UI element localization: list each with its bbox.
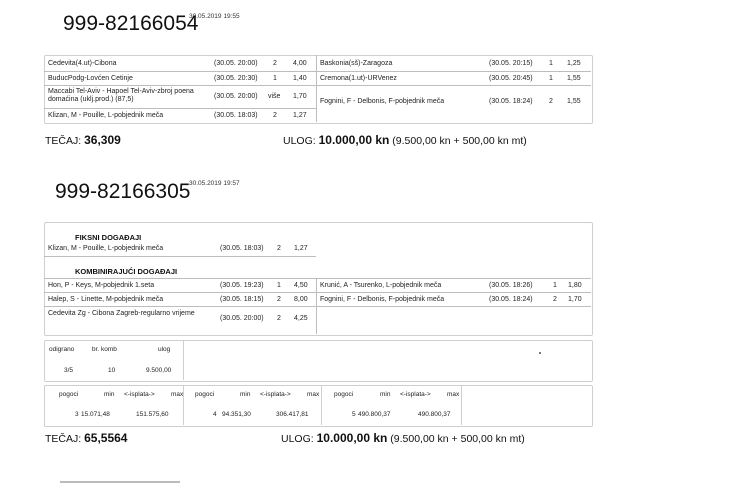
event-odd: 1,27 — [294, 245, 308, 252]
event-odd: 1,55 — [567, 98, 581, 105]
payout-min: 94.351,30 — [222, 411, 251, 418]
event-tip: više — [268, 93, 281, 100]
event-time: (30.05. 20:45) — [489, 75, 533, 82]
payout-hits: 4 — [213, 411, 217, 418]
event-name: Klizan, M - Pouille, L-pobjednik meča — [48, 245, 164, 252]
payout-header-range: <-isplata-> — [124, 391, 155, 398]
event-name: Baskonia(sš)-Zaragoza — [320, 60, 393, 67]
total-odds — [45, 431, 127, 445]
total-odds-label: TEČAJ: — [45, 433, 82, 445]
event-time: (30.05. 20:00) — [214, 60, 258, 67]
event-time: (30.05. 20:30) — [214, 75, 258, 82]
system-value-combos: 10 — [108, 367, 116, 374]
event-odd: 4,00 — [293, 60, 307, 67]
system-value-hits: 3/5 — [64, 367, 74, 374]
event-name: Cedevita(4.ut)-Cibona — [48, 60, 117, 67]
payout-header-hits: pogoci — [59, 391, 79, 398]
payout-header-range: <-isplata-> — [400, 391, 431, 398]
event-tip: 2 — [277, 296, 281, 303]
event-name: Halep, S - Linette, M-pobjednik meča — [48, 296, 164, 303]
event-name: Cedevita Zg - Cibona Zagreb-regularno vrijeme — [48, 310, 195, 317]
event-tip: 2 — [549, 98, 553, 105]
payout-header-hits: pogoci — [334, 391, 354, 398]
event-tip: 2 — [277, 245, 281, 252]
event-name: Cremona(1.ut)-URVenez — [320, 75, 397, 82]
payout-header-max: max — [307, 391, 320, 398]
total-odds — [45, 133, 121, 147]
stake-detail: (9.500,00 kn + 500,00 kn mt) — [390, 433, 525, 445]
system-header-combos: br. komb — [92, 346, 117, 353]
event-time: (30.05. 18:03) — [220, 245, 264, 252]
payout-header-min: min — [380, 391, 391, 398]
system-value-stake: 9.500,00 — [146, 367, 172, 374]
event-odd: 8,00 — [294, 296, 308, 303]
stake-value: 10.000,00 kn — [318, 133, 390, 147]
event-odd: 4,50 — [294, 282, 308, 289]
event-odd: 1,40 — [293, 75, 307, 82]
payout-hits: 3 — [75, 411, 79, 418]
stake-label: ULOG: — [283, 135, 316, 147]
payout-header-min: min — [240, 391, 251, 398]
event-odd: 1,70 — [568, 296, 582, 303]
total-odds-value: 36,309 — [84, 133, 121, 147]
event-name: BuducPodg-Lovćen Cetinje — [48, 75, 133, 82]
event-time: (30.05. 18:15) — [220, 296, 264, 303]
event-tip: 2 — [273, 112, 277, 119]
total-odds-label: TEČAJ: — [45, 135, 82, 147]
event-time: (30.05. 20:00) — [220, 315, 264, 322]
stake-detail: (9.500,00 kn + 500,00 kn mt) — [392, 135, 527, 147]
payout-max: 306.417,81 — [276, 411, 309, 418]
event-name: Maccabi Tel-Aviv - Hapoel Tel-Aviv-zbroj poena domaćina (uklj.prod.) (87,5) — [48, 88, 194, 103]
event-time: (30.05. 18:24) — [489, 296, 533, 303]
event-odd: 1,70 — [293, 93, 307, 100]
payout-min: 15.071,48 — [81, 411, 110, 418]
event-tip: 2 — [553, 296, 557, 303]
event-time: (30.05. 20:00) — [214, 93, 258, 100]
payout-hits: 5 — [352, 411, 356, 418]
next-ticket-cutoff — [60, 481, 180, 488]
event-time: (30.05. 19:23) — [220, 282, 264, 289]
event-tip: 1 — [277, 282, 281, 289]
event-odd: 1,80 — [568, 282, 582, 289]
event-name: Hon, P - Keys, M-pobjednik 1.seta — [48, 282, 155, 289]
ticket-number: 999-82166054 — [63, 12, 199, 35]
stake — [283, 133, 527, 147]
event-time: (30.05. 18:24) — [489, 98, 533, 105]
payout-header-hits: pogoci — [195, 391, 215, 398]
ticket-timestamp: 30.05.2019 19:55 — [189, 13, 240, 20]
stake-value: 10.000,00 kn — [316, 431, 388, 445]
event-time: (30.05. 20:15) — [489, 60, 533, 67]
event-odd: 1,55 — [567, 75, 581, 82]
ticket-number: 999-82166305 — [55, 180, 191, 203]
event-odd: 1,25 — [567, 60, 581, 67]
section-title-combo: KOMBINIRAJUĆI DOGAĐAJI — [75, 267, 178, 276]
section-title-fixed: FIKSNI DOGAĐAJI — [75, 233, 142, 242]
event-odd: 1,27 — [293, 112, 307, 119]
event-name: Krunić, A - Tsurenko, L-pobjednik meča — [320, 282, 442, 289]
system-header-hits: odigrano — [49, 346, 75, 353]
event-tip: 1 — [549, 75, 553, 82]
payout-header-max: max — [171, 391, 184, 398]
scan-dot — [539, 352, 541, 354]
event-tip: 1 — [553, 282, 557, 289]
event-tip: 1 — [273, 75, 277, 82]
system-header-stake: ulog — [158, 346, 171, 353]
event-tip: 1 — [549, 60, 553, 67]
event-time: (30.05. 18:03) — [214, 112, 258, 119]
event-name: Klizan, M - Pouille, L-pobjednik meča — [48, 112, 164, 119]
event-odd: 4,25 — [294, 315, 308, 322]
payout-header-min: min — [104, 391, 115, 398]
total-odds-value: 65,5564 — [84, 431, 128, 445]
payout-min: 490.800,37 — [358, 411, 391, 418]
stake — [281, 431, 525, 445]
event-time: (30.05. 18:26) — [489, 282, 533, 289]
event-name: Fognini, F - Delbonis, F-pobjednik meča — [320, 296, 445, 303]
system-box — [44, 340, 593, 382]
event-name: Fognini, F - Delbonis, F-pobjednik meča — [320, 98, 445, 105]
event-tip: 2 — [277, 315, 281, 322]
payout-header-max: max — [447, 391, 460, 398]
stake-label: ULOG: — [281, 433, 314, 445]
payout-max: 490.800,37 — [418, 411, 451, 418]
event-tip: 2 — [273, 60, 277, 67]
payout-header-range: <-isplata-> — [260, 391, 291, 398]
ticket-timestamp: 30.05.2019 19:57 — [189, 180, 240, 187]
payout-max: 151.575,60 — [136, 411, 169, 418]
